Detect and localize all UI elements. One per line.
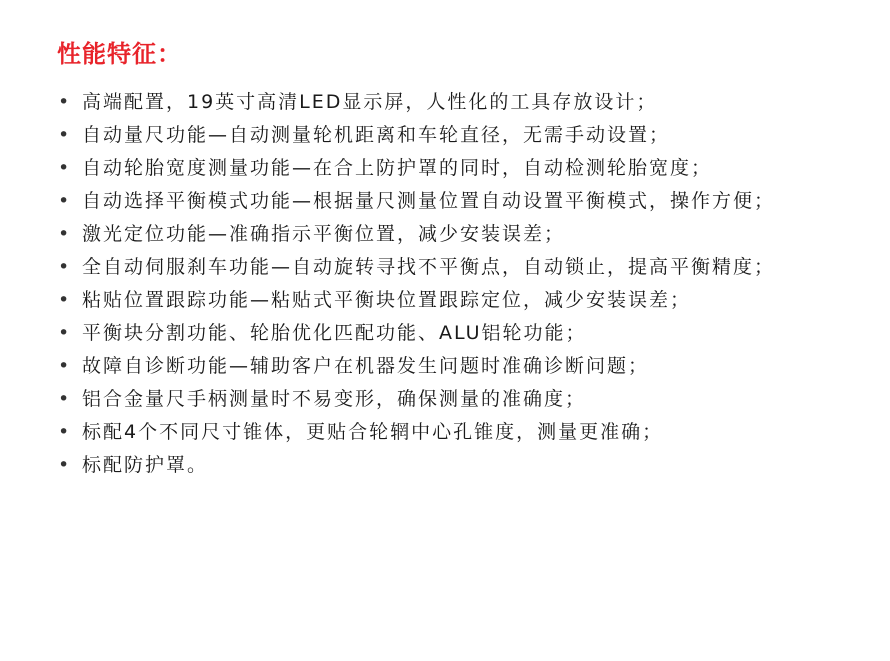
bullet-icon: • <box>58 289 72 311</box>
list-item <box>55 152 835 185</box>
feature-text: 铝合金量尺手柄测量时不易变形，确保测量的准确度； <box>82 388 587 410</box>
feature-text: 自动量尺功能—自动测量轮机距离和车轮直径，无需手动设置； <box>82 124 671 146</box>
feature-text: 标配防护罩。 <box>82 454 209 476</box>
bullet-icon: • <box>58 256 72 278</box>
feature-text: 高端配置，19英寸高清LED显示屏，人性化的工具存放设计； <box>82 91 658 113</box>
list-item <box>55 350 835 383</box>
feature-list <box>55 86 835 482</box>
bullet-icon: • <box>58 124 72 146</box>
bullet-icon: • <box>58 223 72 245</box>
bullet-icon: • <box>58 157 72 179</box>
bullet-icon: • <box>58 421 72 443</box>
list-item <box>55 119 835 152</box>
bullet-icon: • <box>58 91 72 113</box>
section-heading: 性能特征： <box>57 40 182 68</box>
bullet-icon: • <box>58 388 72 410</box>
feature-text: 平衡块分割功能、轮胎优化匹配功能、ALU铝轮功能； <box>82 322 587 344</box>
bullet-icon: • <box>58 190 72 212</box>
feature-text: 自动轮胎宽度测量功能—在合上防护罩的同时，自动检测轮胎宽度； <box>82 157 713 179</box>
list-item <box>55 218 835 251</box>
feature-text: 激光定位功能—准确指示平衡位置，减少安装误差； <box>82 223 566 245</box>
list-item <box>55 251 835 284</box>
list-item <box>55 185 835 218</box>
feature-text: 标配4个不同尺寸锥体，更贴合轮辋中心孔锥度，测量更准确； <box>82 421 664 443</box>
list-item <box>55 86 835 119</box>
feature-text: 全自动伺服刹车功能—自动旋转寻找不平衡点，自动锁止，提高平衡精度； <box>82 256 776 278</box>
feature-text: 故障自诊断功能—辅助客户在机器发生问题时准确诊断问题； <box>82 355 650 377</box>
list-item <box>55 383 835 416</box>
bullet-icon: • <box>58 355 72 377</box>
feature-text: 自动选择平衡模式功能—根据量尺测量位置自动设置平衡模式，操作方便； <box>82 190 776 212</box>
list-item <box>55 449 835 482</box>
list-item <box>55 317 835 350</box>
bullet-icon: • <box>58 322 72 344</box>
list-item <box>55 416 835 449</box>
feature-text: 粘贴位置跟踪功能—粘贴式平衡块位置跟踪定位，减少安装误差； <box>82 289 692 311</box>
list-item <box>55 284 835 317</box>
bullet-icon: • <box>58 454 72 476</box>
